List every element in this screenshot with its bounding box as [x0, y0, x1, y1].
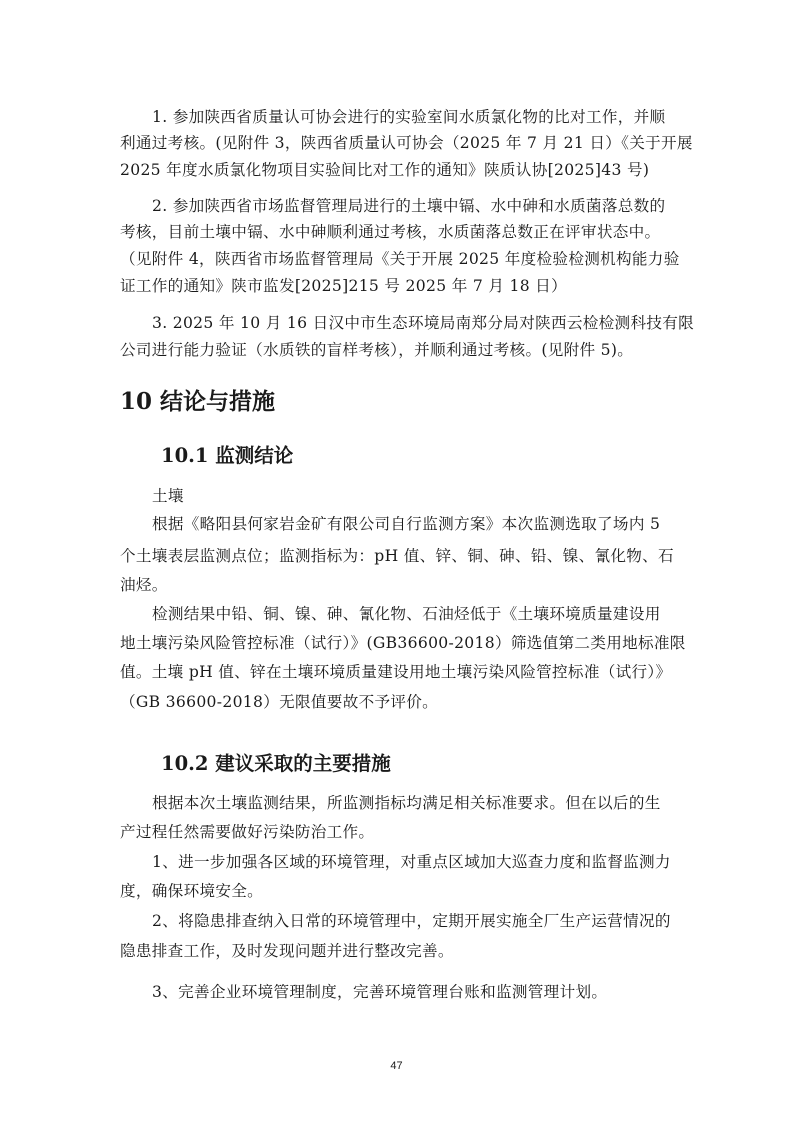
- paragraph-line: 度，确保环境安全。: [120, 882, 264, 900]
- paragraph-line: 考核，目前土壤中镉、水中砷顺利通过考核，水质菌落总数正在评审状态中。: [120, 223, 661, 241]
- paragraph-line: （GB 36600-2018）无限值要故不予评价。: [120, 693, 439, 711]
- paragraph-line: 根据《略阳县何家岩金矿有限公司自行监测方案》本次监测选取了场内 5: [152, 515, 661, 533]
- paragraph-line: 根据本次土壤监测结果，所监测指标均满足相关标准要求。但在以后的生: [152, 794, 661, 812]
- paragraph-line: 3. 2025 年 10 月 16 日汉中市生态环境局南郑分局对陕西云检检测科技有限: [152, 314, 695, 332]
- paragraph-line: 产过程任然需要做好污染防治工作。: [120, 823, 375, 841]
- paragraph-line: 土壤: [152, 487, 184, 505]
- paragraph-line: 2025 年度水质氯化物项目实验间比对工作的通知》陕质认协[2025]43 号): [120, 161, 650, 179]
- section-heading: 10 结论与措施: [120, 388, 276, 415]
- paragraph-line: 隐患排查工作，及时发现问题并进行整改完善。: [120, 942, 454, 960]
- paragraph-line: 证工作的通知》陕市监发[2025]215 号 2025 年 7 月 18 日）: [120, 277, 567, 295]
- page-number: 47: [390, 1060, 403, 1072]
- paragraph-line: 值。土壤 pH 值、锌在土壤环境质量建设用地土壤污染风险管控标准（试行）》: [120, 663, 672, 681]
- paragraph-line: 2. 参加陕西省市场监督管理局进行的土壤中镉、水中砷和水质菌落总数的: [152, 197, 666, 215]
- subsection-heading: 10.1 监测结论: [161, 444, 294, 467]
- paragraph-line: 1、进一步加强各区域的环境管理，对重点区域加大巡查力度和监督监测力: [152, 853, 671, 871]
- paragraph-line: 公司进行能力验证（水质铁的盲样考核），并顺利通过考核。(见附件 5)。: [120, 341, 634, 359]
- paragraph-line: 利通过考核。(见附件 3，陕西省质量认可协会（2025 年 7 月 21 日）《关于开展: [120, 134, 693, 152]
- paragraph-line: 2、将隐患排查纳入日常的环境管理中，定期开展实施全厂生产运营情况的: [152, 912, 671, 930]
- paragraph-line: （见附件 4，陕西省市场监督管理局《关于开展 2025 年度检验检测机构能力验: [120, 250, 680, 268]
- paragraph-line: 检测结果中铅、铜、镍、砷、氰化物、石油烃低于《土壤环境质量建设用: [152, 605, 661, 623]
- subsection-heading: 10.2 建议采取的主要措施: [161, 752, 391, 775]
- paragraph-line: 个土壤表层监测点位；监测指标为：pH 值、锌、铜、砷、铅、镍、氰化物、石: [120, 547, 674, 565]
- paragraph-line: 3、完善企业环境管理制度，完善环境管理台账和监测管理计划。: [152, 983, 608, 1001]
- paragraph-line: 油烃。: [120, 576, 168, 594]
- paragraph-line: 地土壤污染风险管控标准（试行）》(GB36600-2018）筛选值第二类用地标准限: [120, 634, 686, 652]
- paragraph-line: 1. 参加陕西省质量认可协会进行的实验室间水质氯化物的比对工作，并顺: [152, 108, 666, 126]
